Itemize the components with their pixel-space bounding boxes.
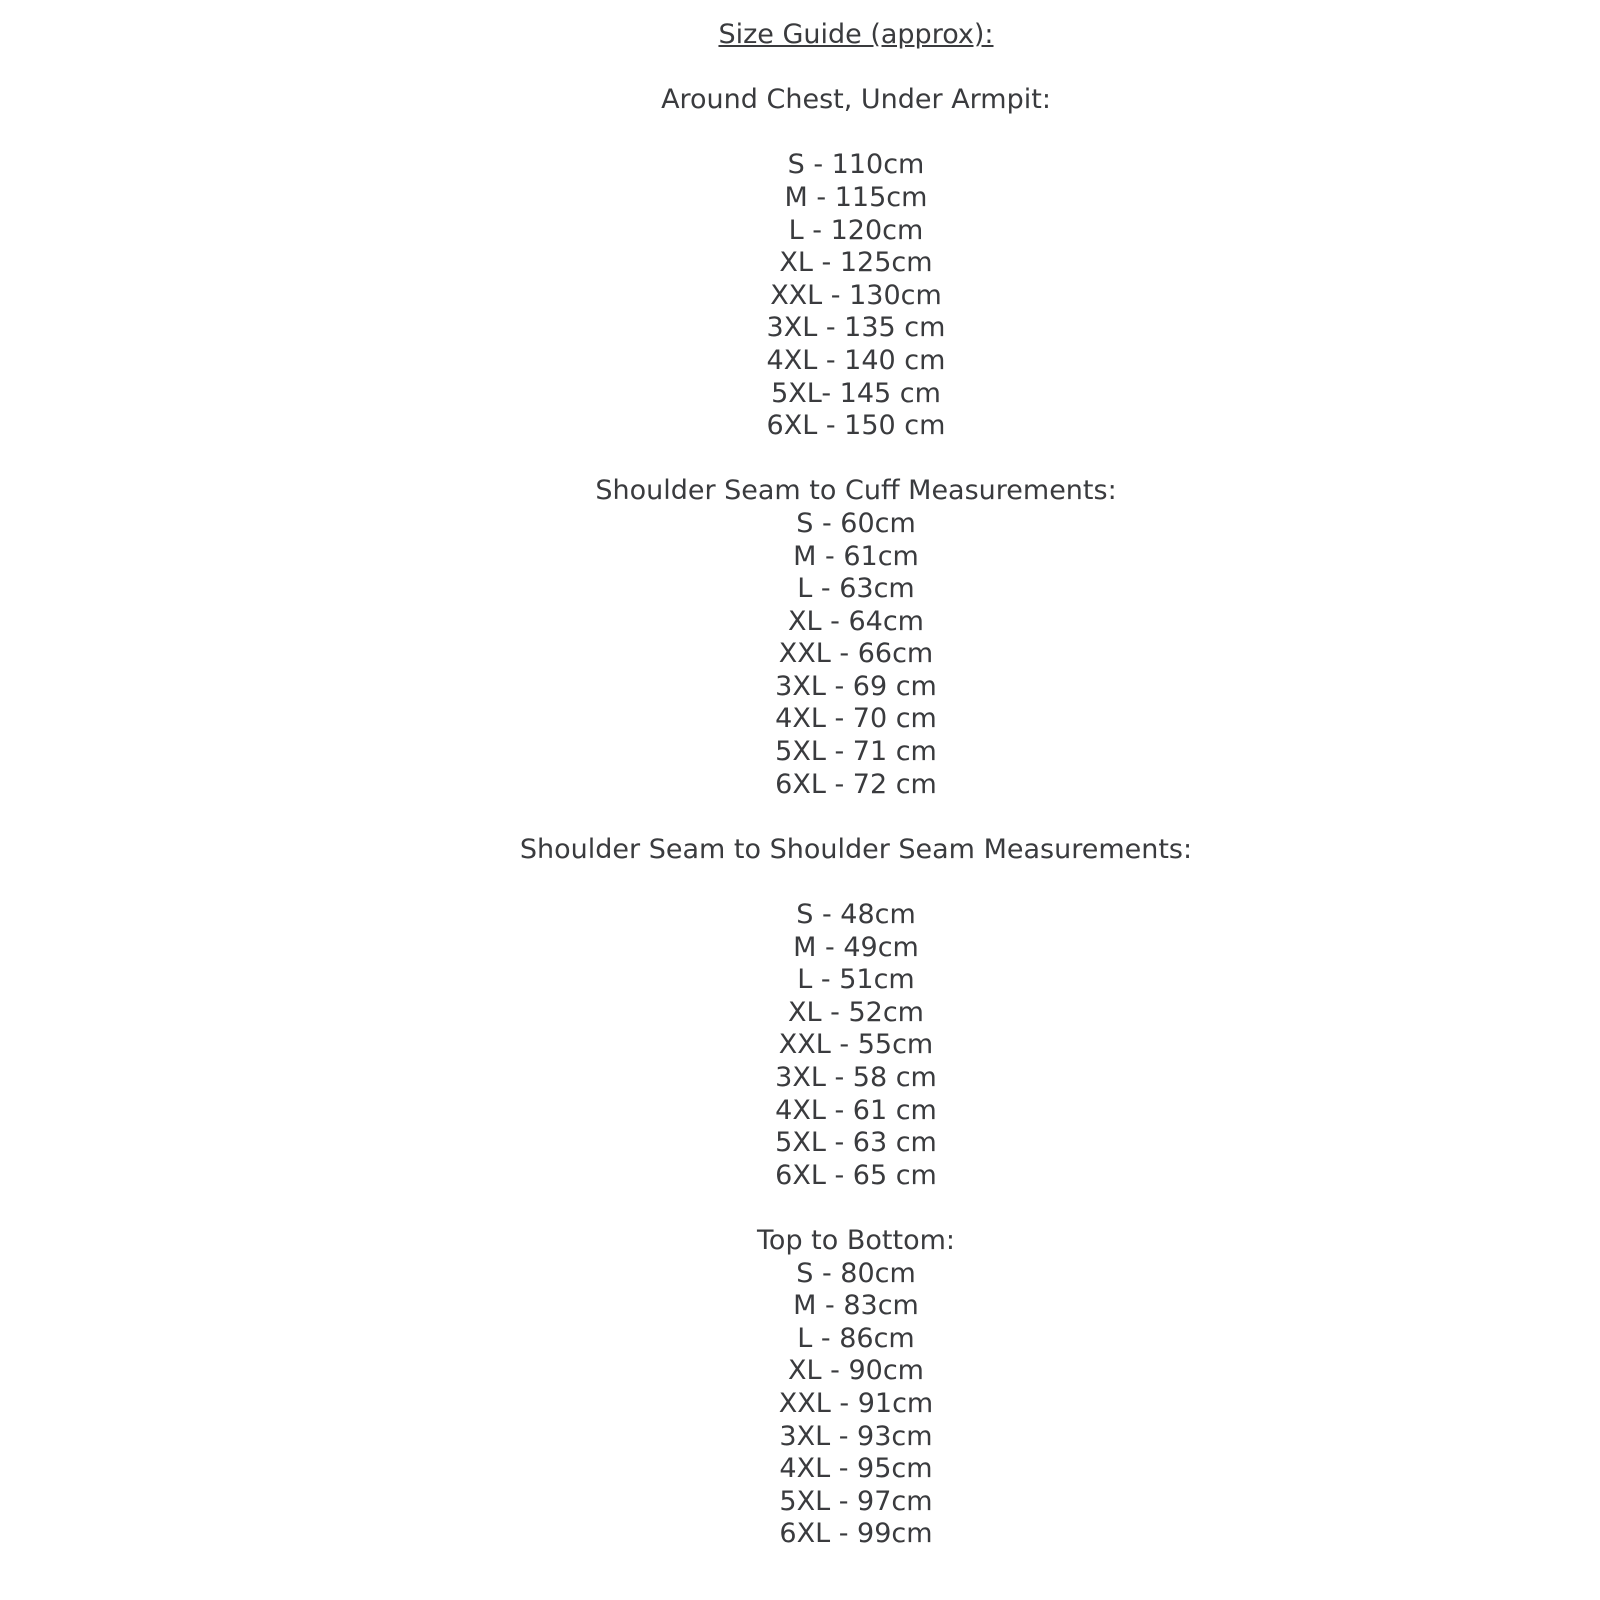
size-row: M - 49cm	[793, 931, 919, 963]
size-row: 5XL - 97cm	[779, 1485, 933, 1517]
size-row: L - 51cm	[797, 964, 915, 996]
size-row: 3XL - 58 cm	[775, 1062, 937, 1093]
blank-line	[112, 1192, 1600, 1225]
size-row: L - 86cm	[797, 1322, 915, 1354]
blank-line	[112, 117, 1600, 150]
size-row: S - 110cm	[787, 149, 925, 181]
size-row: S - 80cm	[796, 1257, 916, 1289]
size-row: M - 115cm	[784, 181, 928, 213]
size-row: 4XL - 70 cm	[775, 703, 937, 735]
size-row: 6XL - 150 cm	[766, 410, 946, 442]
size-row: XXL - 55cm	[778, 1029, 934, 1061]
size-row: XXL - 66cm	[778, 638, 934, 670]
size-row: 6XL - 65 cm	[775, 1159, 937, 1191]
size-row: L - 120cm	[788, 214, 924, 246]
size-row: 4XL - 61 cm	[775, 1094, 937, 1126]
size-row: L - 63cm	[797, 573, 915, 605]
blank-line	[112, 52, 1600, 85]
size-row: M - 61cm	[793, 540, 919, 572]
size-row: XXL - 130cm	[770, 279, 942, 311]
size-row: XL - 64cm	[788, 605, 924, 637]
blank-line	[112, 801, 1600, 834]
size-row: 6XL - 99cm	[779, 1518, 933, 1550]
blank-line	[112, 866, 1600, 899]
size-row: S - 48cm	[796, 899, 916, 931]
section-heading: Shoulder Seam to Shoulder Seam Measurements:	[519, 833, 1193, 865]
size-guide-content	[112, 0, 1600, 1551]
size-row: 5XL - 63 cm	[775, 1127, 937, 1159]
size-row: XL - 52cm	[788, 996, 924, 1028]
size-row: S - 60cm	[796, 507, 916, 539]
blank-line	[112, 443, 1600, 476]
size-row: XXL - 91cm	[778, 1387, 934, 1419]
size-row: 3XL - 135 cm	[766, 312, 946, 344]
section-heading: Top to Bottom:	[757, 1224, 955, 1256]
size-guide-sections	[112, 84, 1600, 1551]
size-row: 4XL - 140 cm	[766, 344, 946, 376]
size-row: XL - 125cm	[779, 247, 933, 279]
size-row: M - 83cm	[793, 1290, 919, 1322]
size-row: 3XL - 69 cm	[775, 670, 937, 702]
page-title: Size Guide (approx):	[718, 19, 994, 50]
size-row: 5XL- 145 cm	[771, 377, 941, 409]
size-row: 5XL - 71 cm	[775, 736, 937, 768]
section-heading: Around Chest, Under Armpit:	[661, 84, 1051, 116]
size-row: XL - 90cm	[788, 1355, 924, 1387]
size-row: 6XL - 72 cm	[775, 768, 937, 800]
section-heading: Shoulder Seam to Cuff Measurements:	[595, 475, 1117, 507]
size-row: 4XL - 95cm	[779, 1453, 933, 1485]
size-row: 3XL - 93cm	[779, 1420, 933, 1452]
